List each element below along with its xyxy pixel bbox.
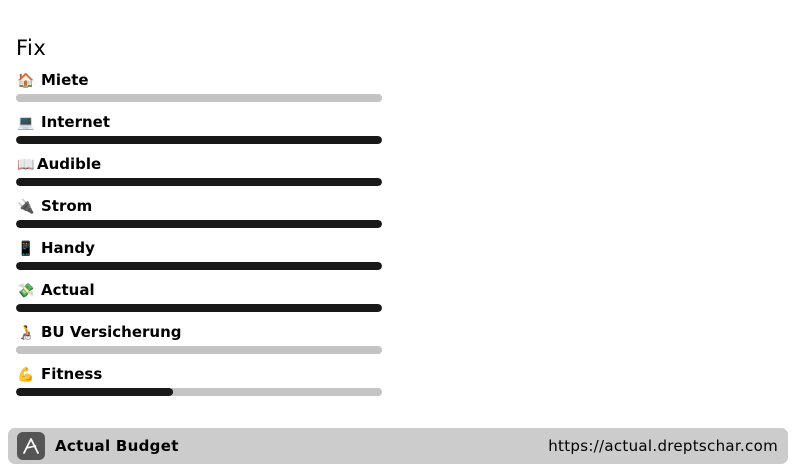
category-item-fitness[interactable] [16,364,382,406]
category-item-bu-versicherung[interactable] [16,322,382,364]
actual-budget-logo-icon [17,432,45,460]
category-name: Internet [41,113,111,131]
category-name: Audible [37,155,102,173]
category-name: Strom [41,197,93,215]
flexed-biceps-icon: 💪 [17,367,35,383]
progress-bar [16,262,382,270]
progress-bar-fill [16,304,382,312]
category-name: Actual [41,281,95,299]
category-name: Fitness [41,365,103,383]
progress-bar [16,136,382,144]
category-label [17,364,102,384]
category-item-strom[interactable] [16,196,382,238]
mobile-phone-icon: 📱 [17,241,35,257]
progress-bar-fill [16,178,382,186]
category-label [17,70,89,90]
category-label [17,322,182,342]
house-icon: 🏠 [17,73,35,89]
category-name: Miete [41,71,89,89]
actual-budget-logo-svg [22,437,40,455]
progress-bar-fill [16,220,382,228]
category-label [17,154,101,174]
footer-app-name: Actual Budget [55,437,179,455]
open-book-icon: 📖 [17,157,35,173]
laptop-icon: 💻 [17,115,35,131]
category-item-actual[interactable] [16,280,382,322]
progress-bar [16,388,382,396]
section-title: Fix [16,36,47,60]
category-item-handy[interactable] [16,238,382,280]
footer-link-card[interactable] [8,428,788,464]
money-with-wings-icon: 💸 [17,283,35,299]
category-label [17,280,95,300]
category-name: Handy [41,239,95,257]
category-list [16,70,382,406]
category-item-audible[interactable] [16,154,382,196]
progress-bar [16,304,382,312]
progress-bar-fill [16,136,382,144]
category-label [17,196,92,216]
category-name: BU Versicherung [41,323,182,341]
progress-bar-fill [16,262,382,270]
category-label [17,112,110,132]
category-item-internet[interactable] [16,112,382,154]
progress-bar [16,346,382,354]
wheelchair-person-icon: 🧑‍🦽 [17,325,35,341]
category-item-miete[interactable] [16,70,382,112]
progress-bar [16,94,382,102]
plug-icon: 🔌 [17,199,35,215]
category-label [17,238,95,258]
footer-url[interactable]: https://actual.dreptschar.com [548,437,778,455]
progress-bar-fill [16,388,173,396]
progress-bar [16,220,382,228]
progress-bar [16,178,382,186]
